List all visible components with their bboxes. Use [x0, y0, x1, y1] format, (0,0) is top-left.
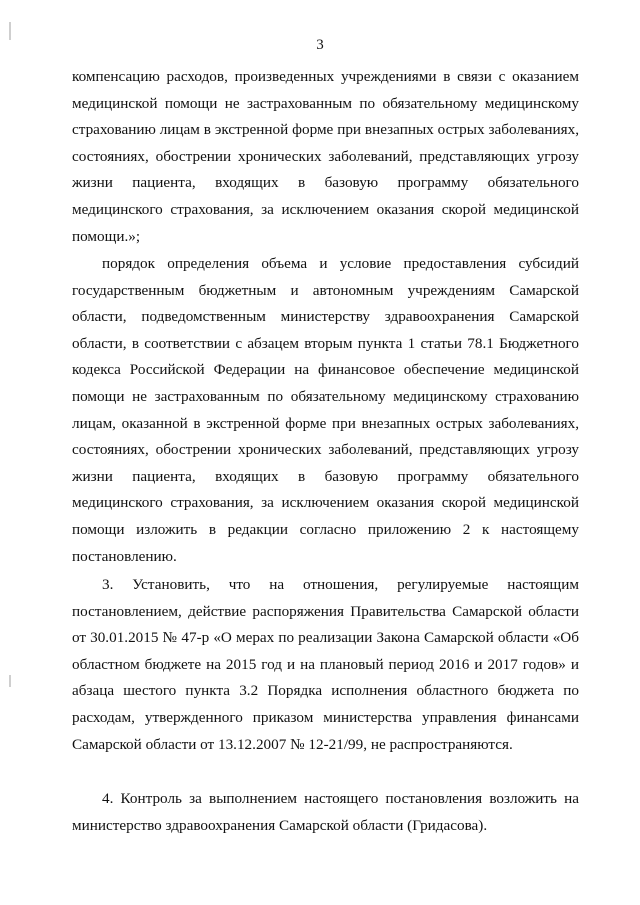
paragraph-text: компенсацию расходов, произведенных учреждениями в связи с оказанием медицинской помощи не застрахованным по обязательному медицинскому страхованию лицам в экстренной форме при внезапных острых заболеваниях, состояниях, обострении хронических заболеваний, представляющих угрозу жизни пациента, входящих в базовую программу обязательного медицинского страхования, за исключением оказания скорой медицинской помощи.»; [72, 68, 579, 245]
paragraph-item-3 [72, 572, 579, 758]
page-number: 3 [316, 37, 324, 53]
paragraph-text: 3. Установить, что на отношения, регулируемые настоящим постановлением, действие распоряжения Правительства Самарской области от 30.01.2015 № 47-р «О мерах по реализации Закона Самарской области «Об областном бюджете на 2015 год и на плановый период 2016 и 2017 годов» и абзаца шестого пункта 3.2 Порядка исполнения областного бюджета по расходам, утвержденного приказом министерства управления финансами Самарской области от 13.12.2007 № 12-21/99, не распространяются. [72, 576, 579, 753]
paragraph-text: 4. Контроль за выполнением настоящего постановления возложить на министерство здравоохранения Самарской области (Гридасова). [72, 790, 579, 834]
paragraph-continuation [72, 64, 579, 250]
scan-margin-mark [9, 675, 11, 687]
paragraph-subsidy-procedure [72, 251, 579, 570]
paragraph-text: порядок определения объема и условие предоставления субсидий государственным бюджетным и автономным учреждениям Самарской области, подведомственным министерству здравоохранения Самарской области, в соответствии с абзацем вторым пункта 1 статьи 78.1 Бюджетного кодекса Российской Федерации на финансовое обеспечение медицинской помощи не застрахованным по обязательному медицинскому страхованию лицам, оказанной в экстренной форме при внезапных острых заболеваниях, состояниях, обострении хронических заболеваний, представляющих угрозу жизни пациента, входящих в базовую программу обязательного медицинского страхования, за исключением оказания скорой медицинской помощи изложить в редакции согласно приложению 2 к настоящему постановлению. [72, 255, 579, 565]
paragraph-item-4 [72, 786, 579, 839]
